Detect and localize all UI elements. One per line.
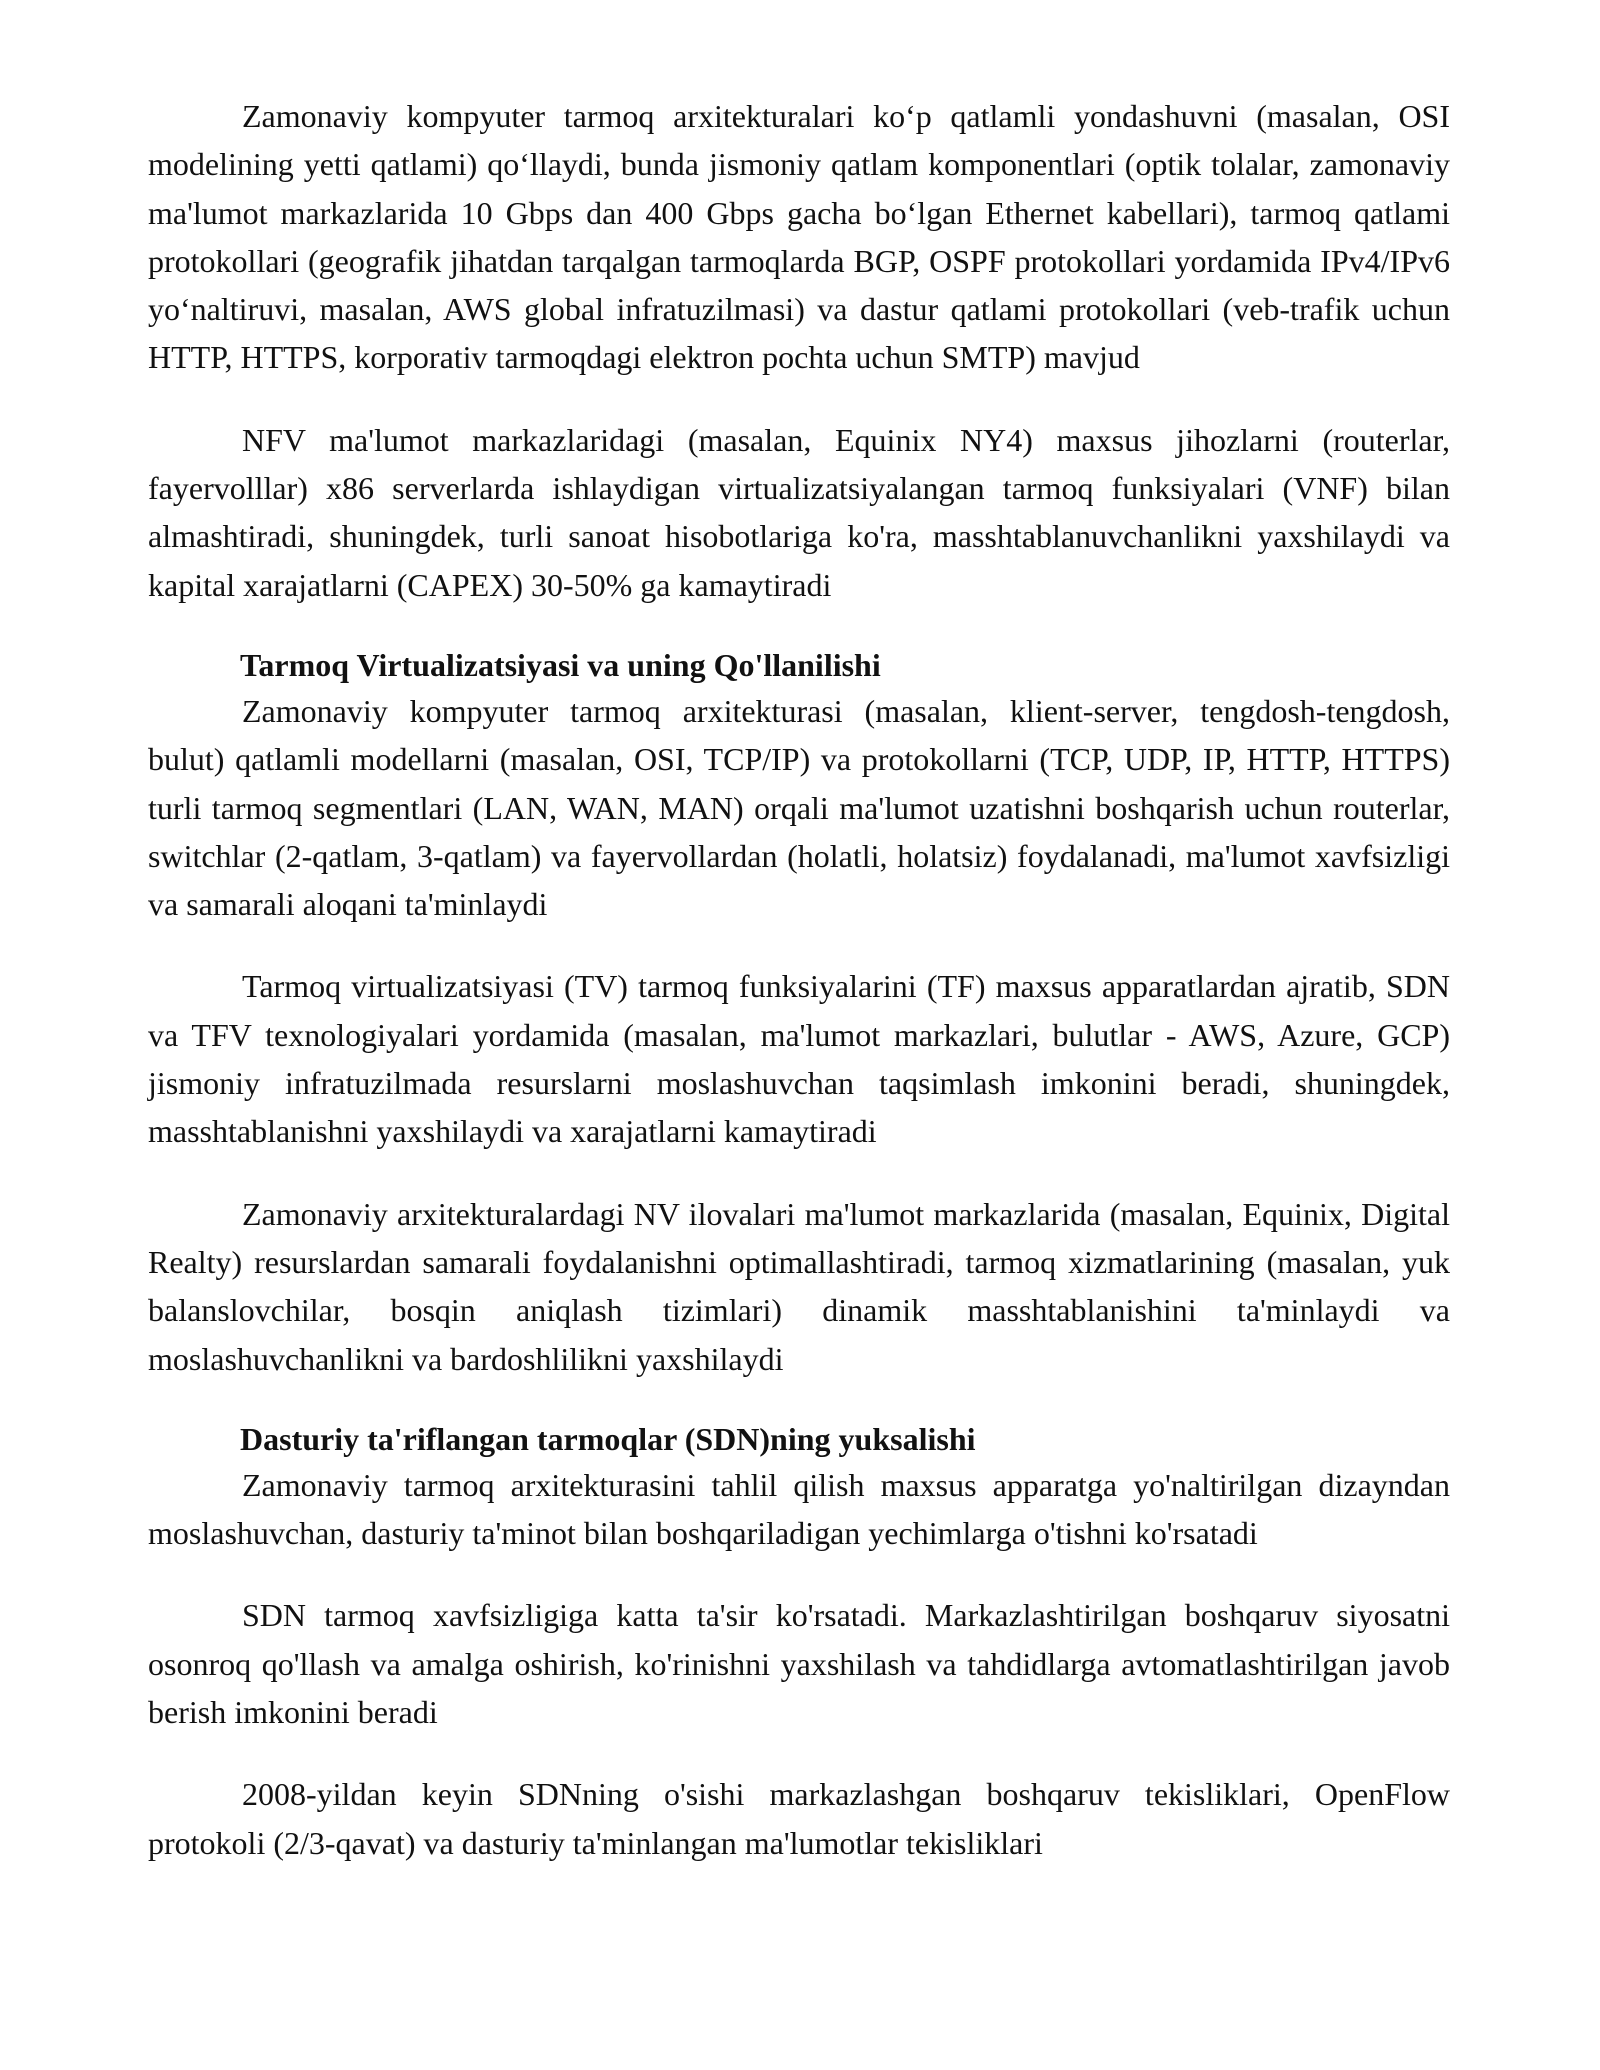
section-heading: Tarmoq Virtualizatsiyasi va uning Qo'llanilishi (240, 646, 881, 683)
document-page (148, 92, 1450, 1867)
section-network-virtualization (148, 643, 1450, 1383)
section-paragraph: Zamonaviy arxitekturalardagi NV ilovalari ma'lumot markazlarida (masalan, Equinix, Digital Realty) resurslardan samarali foydalanishni optimallashtiradi, tarmoq xizmatlarining (masalan, yuk balanslovchilar, bosqin aniqlash tizimlari) dinamik masshtablanishini ta'minlaydi va moslashuvchanlikni va bardoshlilikni yaxshilaydi (148, 1195, 1450, 1377)
section-sdn-rise (148, 1417, 1450, 1867)
section-paragraph: Tarmoq virtualizatsiyasi (TV) tarmoq funksiyalarini (TF) maxsus apparatlardan ajratib, SDN va TFV texnologiyalari yordamida (masalan, ma'lumot markazlari, bulutlar - AWS, Azure, GCP) jismoniy infratuzilmada resurslarni moslashuvchan taqsimlash imkonini beradi, shuningdek, masshtablanishni yaxshilaydi va xarajatlarni kamaytiradi (148, 968, 1450, 1150)
section-paragraph: 2008-yildan keyin SDNning o'sishi markazlashgan boshqaruv tekisliklari, OpenFlow protokoli (2/3-qavat) va dasturiy ta'minlangan ma'lumotlar tekisliklari (148, 1776, 1450, 1861)
intro-paragraph-1: Zamonaviy kompyuter tarmoq arxitekturalari ko‘p qatlamli yondashuvni (masalan, OSI modelining yetti qatlami) qo‘llaydi, bunda jismoniy qatlam komponentlari (optik tolalar, zamonaviy ma'lumot markazlarida 10 Gbps dan 400 Gbps gacha bo‘lgan Ethernet kabellari), tarmoq qatlami protokollari (geografik jihatdan tarqalgan tarmoqlarda BGP, OSPF protokollari yordamida IPv4/IPv6 yo‘naltiruvi, masalan, AWS global infratuzilmasi) va dastur qatlami protokollari (veb-trafik uchun HTTP, HTTPS, korporativ tarmoqdagi elektron pochta uchun SMTP) mavjud (148, 98, 1450, 376)
section-heading: Dasturiy ta'riflangan tarmoqlar (SDN)ning yuksalishi (240, 1420, 976, 1457)
section-paragraph: Zamonaviy kompyuter tarmoq arxitekturasi (masalan, klient-server, tengdosh-tengdosh, bulut) qatlamli modellarni (masalan, OSI, TCP/IP) va protokollarni (TCP, UDP, IP, HTTP, HTTPS) turli tarmoq segmentlari (LAN, WAN, MAN) orqali ma'lumot uzatishni boshqarish uchun routerlar, switchlar (2-qatlam, 3-qatlam) va fayervollardan (holatli, holatsiz) foydalanadi, ma'lumot xavfsizligi va samarali aloqani ta'minlaydi (148, 692, 1450, 923)
section-paragraph: Zamonaviy tarmoq arxitekturasini tahlil qilish maxsus apparatga yo'naltirilgan dizayndan moslashuvchan, dasturiy ta'minot bilan boshqariladigan yechimlarga o'tishni ko'rsatadi (148, 1466, 1450, 1552)
section-paragraph: SDN tarmoq xavfsizligiga katta ta'sir ko'rsatadi. Markazlashtirilgan boshqaruv siyosatni osonroq qo'llash va amalga oshirish, ko'rinishni yaxshilash va tahdidlarga avtomatlashtirilgan javob berish imkonini beradi (148, 1597, 1450, 1731)
intro-paragraph-2: NFV ma'lumot markazlaridagi (masalan, Equinix NY4) maxsus jihozlarni (routerlar, fayervolllar) x86 serverlarda ishlaydigan virtualizatsiyalangan tarmoq funksiyalari (VNF) bilan almashtiradi, shuningdek, turli sanoat hisobotlariga ko'ra, masshtablanuvchanlikni yaxshilaydi va kapital xarajatlarni (CAPEX) 30-50% ga kamaytiradi (148, 421, 1450, 603)
